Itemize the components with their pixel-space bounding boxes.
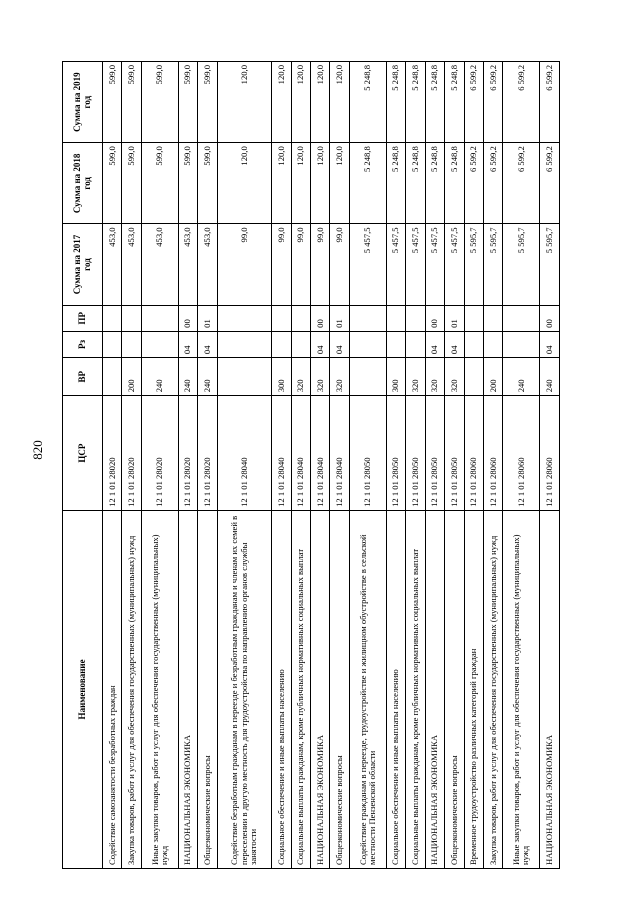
cell-2019: 5 248,8 [386, 62, 405, 143]
cell-name: Общеэкономические вопросы [445, 510, 464, 868]
cell-csr: 12 1 01 28050 [425, 396, 444, 511]
cell-rz [122, 331, 141, 357]
cell-2019: 6 599,2 [483, 62, 502, 143]
cell-name: Содействие гражданам в переезде, трудоустройстве и жилищном обустройстве в сельской местности Пензенской области [349, 510, 386, 868]
cell-pr [386, 305, 405, 331]
cell-2018: 599,0 [141, 143, 178, 224]
cell-vr: 240 [178, 358, 197, 396]
cell-2018: 6 599,2 [503, 143, 540, 224]
cell-csr: 12 1 01 28060 [483, 396, 502, 511]
cell-pr [483, 305, 502, 331]
cell-pr: 00 [540, 305, 560, 331]
cell-2017: 5 457,5 [425, 224, 444, 305]
cell-2018: 6 599,2 [540, 143, 560, 224]
cell-2019: 120,0 [272, 62, 291, 143]
cell-vr [103, 358, 122, 396]
cell-name: Социальное обеспечение и иные выплаты населению [272, 510, 291, 868]
cell-csr: 12 1 01 28050 [349, 396, 386, 511]
cell-vr [464, 358, 483, 396]
cell-2018: 599,0 [103, 143, 122, 224]
cell-csr: 12 1 01 28040 [311, 396, 330, 511]
cell-csr: 12 1 01 28040 [291, 396, 310, 511]
cell-2019: 5 248,8 [425, 62, 444, 143]
cell-2018: 120,0 [311, 143, 330, 224]
cell-2018: 599,0 [122, 143, 141, 224]
cell-2018: 5 248,8 [386, 143, 405, 224]
cell-pr [272, 305, 291, 331]
cell-csr: 12 1 01 28020 [141, 396, 178, 511]
cell-rz [103, 331, 122, 357]
cell-name: Социальные выплаты гражданам, кроме публичных нормативных социальных выплат [291, 510, 310, 868]
cell-name: Социальное обеспечение и иные выплаты населению [386, 510, 405, 868]
table-row [272, 62, 291, 869]
cell-rz [503, 331, 540, 357]
header-2018: Сумма на 2018 год [63, 143, 103, 224]
cell-2017: 99,0 [291, 224, 310, 305]
cell-name: Социальные выплаты гражданам, кроме публичных нормативных социальных выплат [406, 510, 425, 868]
cell-vr: 240 [503, 358, 540, 396]
header-name: Наименование [63, 510, 103, 868]
table-row [483, 62, 502, 869]
cell-2018: 5 248,8 [406, 143, 425, 224]
cell-name: Общеэкономические вопросы [198, 510, 217, 868]
cell-name: НАЦИОНАЛЬНАЯ ЭКОНОМИКА [425, 510, 444, 868]
table-row [349, 62, 386, 869]
cell-2017: 5 457,5 [349, 224, 386, 305]
cell-name: Иные закупки товаров, работ и услуг для обеспечения государственных (муниципальных) нужд [141, 510, 178, 868]
cell-rz: 04 [540, 331, 560, 357]
cell-2017: 453,0 [141, 224, 178, 305]
cell-2019: 5 248,8 [406, 62, 425, 143]
cell-2017: 453,0 [198, 224, 217, 305]
table-row [122, 62, 141, 869]
cell-vr: 240 [540, 358, 560, 396]
table-row [406, 62, 425, 869]
table-row [445, 62, 464, 869]
table-row [386, 62, 405, 869]
cell-2017: 99,0 [217, 224, 272, 305]
cell-rz [272, 331, 291, 357]
cell-2017: 5 457,5 [406, 224, 425, 305]
cell-vr: 240 [198, 358, 217, 396]
cell-rz [349, 331, 386, 357]
cell-2017: 99,0 [330, 224, 349, 305]
header-csr: ЦСР [63, 396, 103, 511]
cell-rz [217, 331, 272, 357]
cell-2019: 599,0 [178, 62, 197, 143]
cell-rz: 04 [178, 331, 197, 357]
cell-rz: 04 [311, 331, 330, 357]
cell-2018: 599,0 [198, 143, 217, 224]
cell-vr [217, 358, 272, 396]
cell-2017: 99,0 [311, 224, 330, 305]
cell-pr [291, 305, 310, 331]
cell-rz [141, 331, 178, 357]
header-vr: ВР [63, 358, 103, 396]
cell-2019: 5 248,8 [445, 62, 464, 143]
cell-2017: 453,0 [122, 224, 141, 305]
cell-pr: 00 [425, 305, 444, 331]
cell-rz: 04 [198, 331, 217, 357]
cell-2018: 5 248,8 [445, 143, 464, 224]
cell-csr: 12 1 01 28060 [503, 396, 540, 511]
cell-2018: 120,0 [291, 143, 310, 224]
budget-table [62, 61, 560, 869]
cell-vr: 300 [386, 358, 405, 396]
table-row [178, 62, 197, 869]
cell-2017: 5 595,7 [503, 224, 540, 305]
cell-csr: 12 1 01 28020 [178, 396, 197, 511]
table-body [103, 62, 560, 869]
cell-2019: 6 599,2 [503, 62, 540, 143]
cell-csr: 12 1 01 28020 [198, 396, 217, 511]
cell-2019: 6 599,2 [464, 62, 483, 143]
cell-pr: 01 [198, 305, 217, 331]
cell-2019: 599,0 [141, 62, 178, 143]
cell-pr: 01 [445, 305, 464, 331]
cell-pr [217, 305, 272, 331]
cell-2017: 453,0 [178, 224, 197, 305]
cell-vr: 320 [311, 358, 330, 396]
cell-pr [503, 305, 540, 331]
cell-pr [141, 305, 178, 331]
cell-pr [464, 305, 483, 331]
cell-name: НАЦИОНАЛЬНАЯ ЭКОНОМИКА [311, 510, 330, 868]
table-row [103, 62, 122, 869]
cell-name: Иные закупки товаров, работ и услуг для обеспечения государственных (муниципальных) нужд [503, 510, 540, 868]
cell-2019: 120,0 [330, 62, 349, 143]
cell-2019: 120,0 [291, 62, 310, 143]
cell-vr: 320 [406, 358, 425, 396]
cell-vr: 320 [330, 358, 349, 396]
cell-2019: 120,0 [217, 62, 272, 143]
cell-2019: 599,0 [103, 62, 122, 143]
cell-pr: 00 [178, 305, 197, 331]
cell-rz [483, 331, 502, 357]
cell-2019: 599,0 [122, 62, 141, 143]
cell-pr [406, 305, 425, 331]
cell-rz: 04 [330, 331, 349, 357]
cell-pr: 00 [311, 305, 330, 331]
cell-2017: 5 595,7 [464, 224, 483, 305]
cell-2018: 6 599,2 [464, 143, 483, 224]
cell-csr: 12 1 01 28050 [406, 396, 425, 511]
cell-rz [464, 331, 483, 357]
cell-rz [406, 331, 425, 357]
table-row [503, 62, 540, 869]
cell-2018: 120,0 [272, 143, 291, 224]
cell-2017: 5 457,5 [386, 224, 405, 305]
cell-2017: 5 457,5 [445, 224, 464, 305]
cell-rz: 04 [425, 331, 444, 357]
cell-pr: 01 [330, 305, 349, 331]
table-row [425, 62, 444, 869]
cell-vr: 200 [483, 358, 502, 396]
cell-2018: 599,0 [178, 143, 197, 224]
table-header-row [63, 62, 103, 869]
cell-pr [349, 305, 386, 331]
cell-vr: 200 [122, 358, 141, 396]
table-row [141, 62, 178, 869]
cell-2017: 5 595,7 [483, 224, 502, 305]
cell-2018: 5 248,8 [349, 143, 386, 224]
table-row [291, 62, 310, 869]
cell-csr: 12 1 01 28040 [330, 396, 349, 511]
cell-pr [103, 305, 122, 331]
cell-vr: 300 [272, 358, 291, 396]
cell-name: Общеэкономические вопросы [330, 510, 349, 868]
table-row [217, 62, 272, 869]
cell-2017: 453,0 [103, 224, 122, 305]
cell-vr: 320 [291, 358, 310, 396]
table-row [311, 62, 330, 869]
header-2017: Сумма на 2017 год [63, 224, 103, 305]
cell-name: Закупка товаров, работ и услуг для обеспечения государственных (муниципальных) нужд [483, 510, 502, 868]
cell-2019: 120,0 [311, 62, 330, 143]
rotated-table-container [62, 61, 560, 869]
cell-name: НАЦИОНАЛЬНАЯ ЭКОНОМИКА [540, 510, 560, 868]
cell-name: Временное трудоустройство различных категорий граждан [464, 510, 483, 868]
cell-csr: 12 1 01 28040 [217, 396, 272, 511]
cell-rz [291, 331, 310, 357]
cell-2017: 5 595,7 [540, 224, 560, 305]
cell-vr: 320 [445, 358, 464, 396]
cell-2018: 120,0 [330, 143, 349, 224]
header-pr: ПР [63, 305, 103, 331]
header-rz: Рз [63, 331, 103, 357]
cell-vr: 320 [425, 358, 444, 396]
cell-rz [386, 331, 405, 357]
cell-2017: 99,0 [272, 224, 291, 305]
cell-csr: 12 1 01 28060 [540, 396, 560, 511]
cell-vr [349, 358, 386, 396]
cell-name: Содействие безработным гражданам в переезде и безработным гражданам и членам их семей в переселении в другую местность для трудоустройства по направлению органов службы занятости [217, 510, 272, 868]
table-row [198, 62, 217, 869]
table-row [464, 62, 483, 869]
cell-2019: 599,0 [198, 62, 217, 143]
cell-pr [122, 305, 141, 331]
cell-csr: 12 1 01 28040 [272, 396, 291, 511]
cell-name: Закупка товаров, работ и услуг для обеспечения государственных (муниципальных) нужд [122, 510, 141, 868]
cell-2018: 5 248,8 [425, 143, 444, 224]
cell-csr: 12 1 01 28020 [122, 396, 141, 511]
table-row [330, 62, 349, 869]
table-row [540, 62, 560, 869]
page-number: 820 [29, 440, 45, 460]
cell-2019: 5 248,8 [349, 62, 386, 143]
cell-csr: 12 1 01 28020 [103, 396, 122, 511]
cell-csr: 12 1 01 28050 [445, 396, 464, 511]
cell-csr: 12 1 01 28050 [386, 396, 405, 511]
cell-rz: 04 [445, 331, 464, 357]
cell-2018: 6 599,2 [483, 143, 502, 224]
cell-csr: 12 1 01 28060 [464, 396, 483, 511]
cell-name: НАЦИОНАЛЬНАЯ ЭКОНОМИКА [178, 510, 197, 868]
cell-2018: 120,0 [217, 143, 272, 224]
header-2019: Сумма на 2019 год [63, 62, 103, 143]
cell-vr: 240 [141, 358, 178, 396]
cell-name: Содействие самозанятости безработных граждан [103, 510, 122, 868]
cell-2019: 6 599,2 [540, 62, 560, 143]
